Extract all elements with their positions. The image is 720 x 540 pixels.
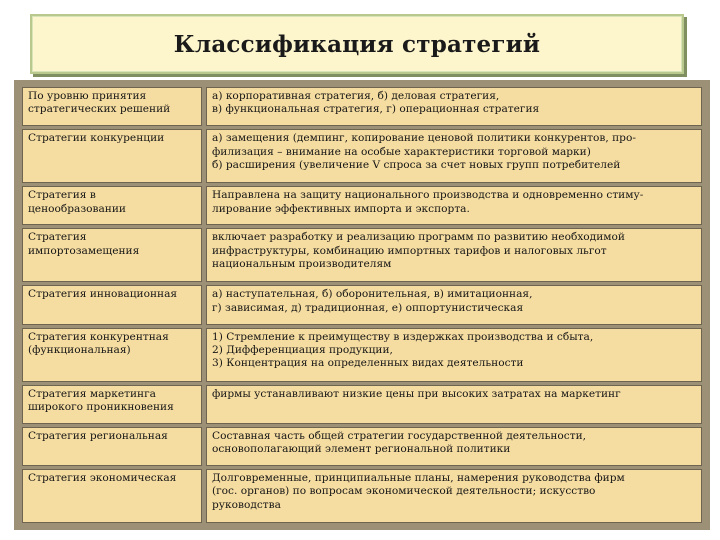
- strategy-description-cell: Составная часть общей стратегии государственной деятельности, основополагающий элемент региональной политики: [206, 427, 702, 466]
- strategy-name-cell: Стратегии конкуренции: [22, 129, 202, 183]
- page-title: Классификация стратегий: [173, 30, 541, 58]
- table-row: [22, 469, 702, 523]
- strategy-description-cell: фирмы устанавливают низкие цены при высоких затратах на маркетинг: [206, 385, 702, 424]
- table-row: [22, 129, 702, 183]
- strategy-description-cell: включает разработку и реализацию программ по развитию необходимой инфраструктуры, комбинацию импортных тарифов и налоговых льгот национальным производителям: [206, 228, 702, 282]
- strategy-name-cell: Стратегия региональная: [22, 427, 202, 466]
- strategy-description-cell: а) корпоративная стратегия, б) деловая стратегия, в) функциональная стратегия, г) операционная стратегия: [206, 87, 702, 126]
- table-row: [22, 87, 702, 126]
- strategy-name-cell: Стратегия в ценообразовании: [22, 186, 202, 225]
- strategy-description-cell: а) наступательная, б) оборонительная, в) имитационная, г) зависимая, д) традиционная, е) оппортунистическая: [206, 285, 702, 324]
- table-row: [22, 328, 702, 382]
- table-row: [22, 427, 702, 466]
- strategy-name-cell: Стратегия импортозамещения: [22, 228, 202, 282]
- strategy-description-cell: а) замещения (демпинг, копирование ценовой политики конкурентов, про- филизация – внимание на особые характеристики торговой марки) б) расширения (увеличение V спроса за счет новых групп потребителей: [206, 129, 702, 183]
- table-row: [22, 228, 702, 282]
- table-row: [22, 385, 702, 424]
- strategy-description-cell: 1) Стремление к преимуществу в издержках производства и сбыта, 2) Дифференциация продукции, 3) Концентрация на определенных видах деятельности: [206, 328, 702, 382]
- title-banner: [30, 14, 684, 74]
- strategy-description-cell: Направлена на защиту национального производства и одновременно стиму- лирование эффективных импорта и экспорта.: [206, 186, 702, 225]
- strategy-description-cell: Долговременные, принципиальные планы, намерения руководства фирм (гос. органов) по вопросам экономической деятельности; искусство руководства: [206, 469, 702, 523]
- strategy-name-cell: По уровню принятия стратегических решений: [22, 87, 202, 126]
- strategy-name-cell: Стратегия конкурентная (функциональная): [22, 328, 202, 382]
- table-row: [22, 186, 702, 225]
- strategy-name-cell: Стратегия инновационная: [22, 285, 202, 324]
- strategy-name-cell: Стратегия маркетинга широкого проникновения: [22, 385, 202, 424]
- strategy-classification-table: [18, 84, 706, 526]
- strategy-name-cell: Стратегия экономическая: [22, 469, 202, 523]
- table-row: [22, 285, 702, 324]
- strategy-table-frame: [14, 80, 710, 530]
